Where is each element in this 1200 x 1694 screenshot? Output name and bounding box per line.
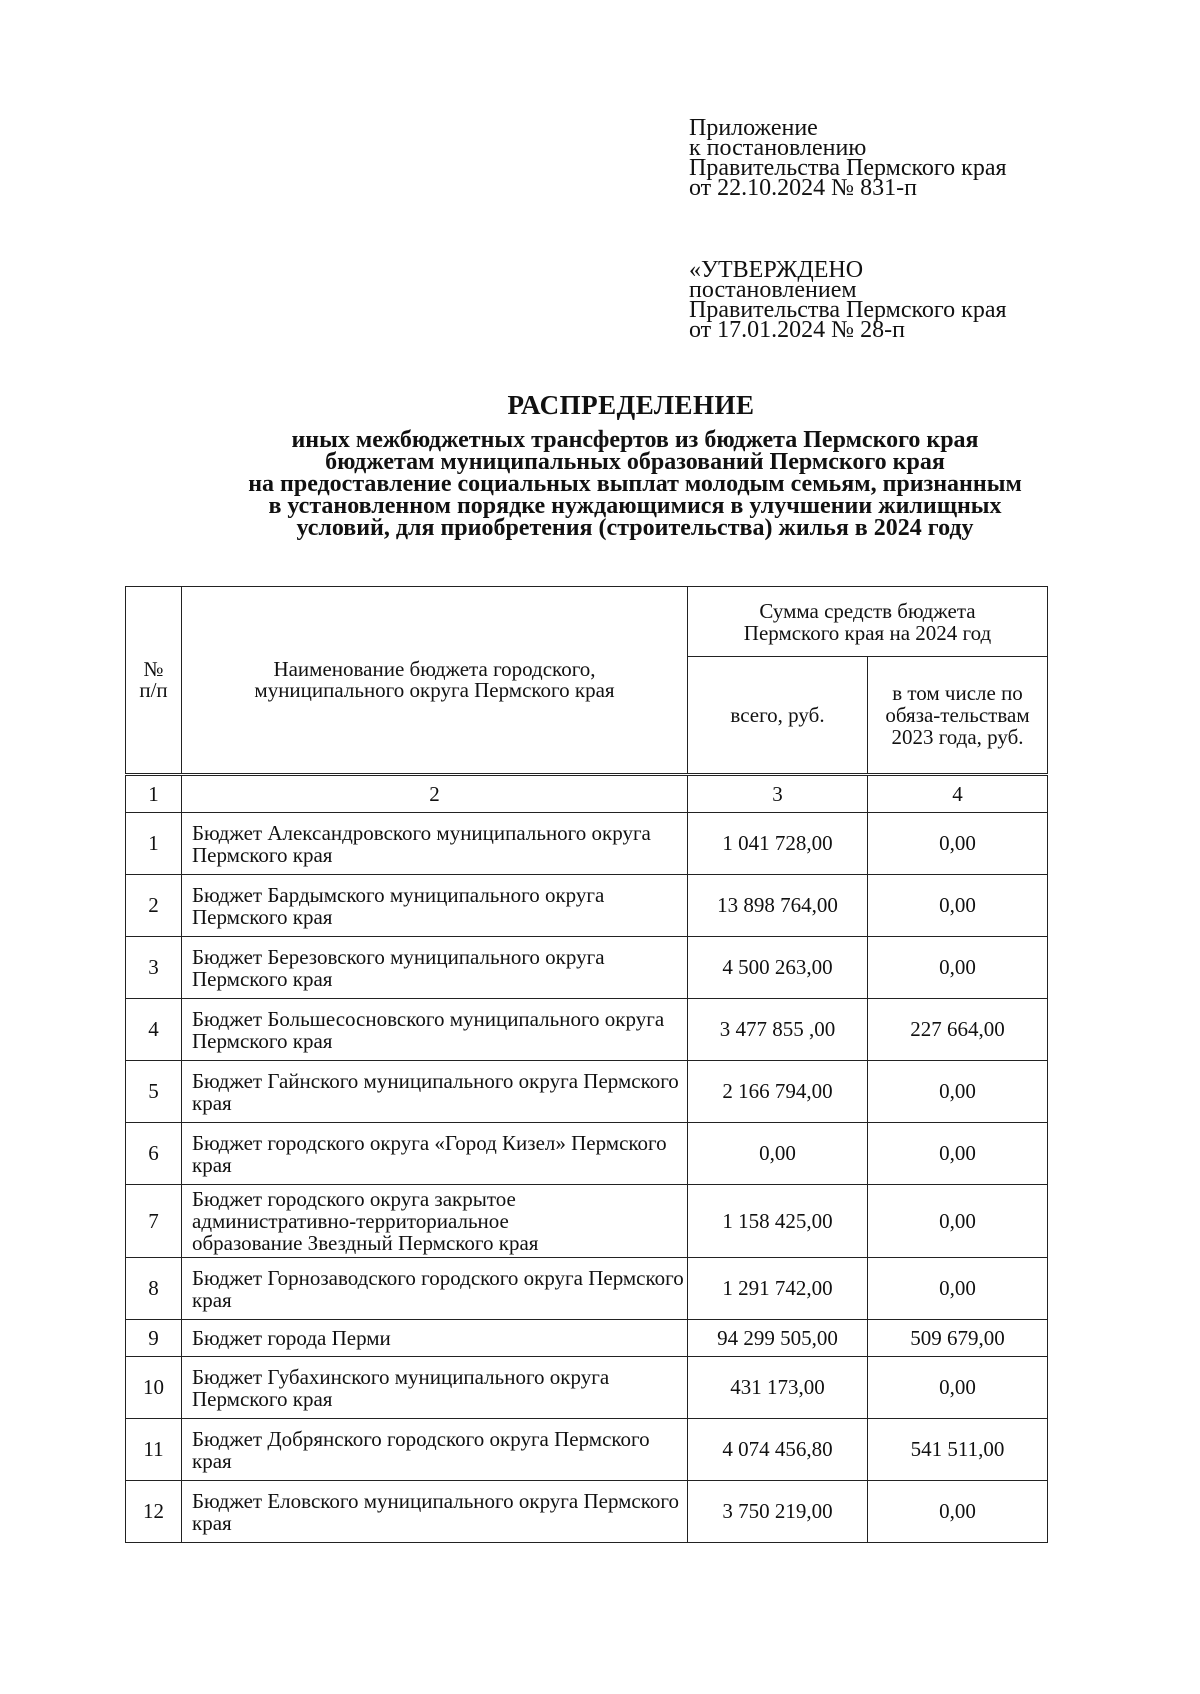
row-budget-name: Бюджет Бардымского муниципального округа Пермского края: [182, 875, 688, 937]
table-row: [126, 1419, 1048, 1481]
row-total: 0,00: [688, 1123, 868, 1185]
column-number: 2: [182, 775, 688, 813]
row-total: 1 158 425,00: [688, 1185, 868, 1258]
table-row: [126, 999, 1048, 1061]
row-total: 3 750 219,00: [688, 1481, 868, 1543]
appendix-line: Приложение: [689, 115, 818, 141]
row-budget-name: Бюджет Губахинского муниципального округа Пермского края: [182, 1357, 688, 1419]
subtitle-line: иных межбюджетных трансфертов из бюджета Пермского края: [291, 427, 979, 453]
row-incl-2023: 0,00: [868, 1258, 1048, 1320]
row-number: 12: [126, 1481, 182, 1543]
column-number: 1: [126, 775, 182, 813]
appendix-line: Правительства Пермского края: [689, 155, 1007, 181]
subtitle-line: условий, для приобретения (строительства) жилья в 2024 году: [296, 515, 974, 541]
appendix-line: к постановлению: [689, 135, 867, 161]
table-row: [126, 1061, 1048, 1123]
row-incl-2023: 0,00: [868, 813, 1048, 875]
document-title: РАСПРЕДЕЛЕНИЕ: [507, 390, 755, 420]
approved-line: от 17.01.2024 № 28-п: [689, 317, 905, 343]
table-row: [126, 1258, 1048, 1320]
subtitle-line: на предоставление социальных выплат молодым семьям, признанным: [248, 471, 1022, 497]
row-number: 5: [126, 1061, 182, 1123]
table-row: [126, 1320, 1048, 1357]
approved-line: «УТВЕРЖДЕНО: [689, 257, 864, 283]
row-total: 1 291 742,00: [688, 1258, 868, 1320]
row-budget-name: Бюджет города Перми: [182, 1320, 688, 1357]
document-subtitle: [160, 429, 1110, 539]
header-budget-name: Наименование бюджета городского, муниципального округа Пермского края: [182, 587, 688, 775]
row-incl-2023: 0,00: [868, 1123, 1048, 1185]
row-incl-2023: 0,00: [868, 937, 1048, 999]
row-number: 6: [126, 1123, 182, 1185]
row-total: 431 173,00: [688, 1357, 868, 1419]
row-incl-2023: 0,00: [868, 1357, 1048, 1419]
column-number-row: [126, 775, 1048, 813]
row-total: 94 299 505,00: [688, 1320, 868, 1357]
row-budget-name: Бюджет Большесосновского муниципального округа Пермского края: [182, 999, 688, 1061]
row-number: 2: [126, 875, 182, 937]
row-incl-2023: 0,00: [868, 1185, 1048, 1258]
subtitle-line: в установленном порядке нуждающимися в улучшении жилищных: [268, 493, 1002, 519]
row-number: 8: [126, 1258, 182, 1320]
row-budget-name: Бюджет Добрянского городского округа Пермского края: [182, 1419, 688, 1481]
header-sum: Сумма средств бюджета Пермского края на 2024 год: [688, 587, 1048, 657]
distribution-table: [125, 586, 1048, 1543]
row-number: 4: [126, 999, 182, 1061]
row-budget-name: Бюджет Гайнского муниципального округа Пермского края: [182, 1061, 688, 1123]
row-number: 9: [126, 1320, 182, 1357]
row-total: 3 477 855 ,00: [688, 999, 868, 1061]
table-row: [126, 1123, 1048, 1185]
row-total: 2 166 794,00: [688, 1061, 868, 1123]
row-budget-name: Бюджет Горнозаводского городского округа Пермского края: [182, 1258, 688, 1320]
appendix-block: [689, 115, 1007, 201]
appendix-line: от 22.10.2024 № 831-п: [689, 175, 917, 201]
row-budget-name: Бюджет Александровского муниципального округа Пермского края: [182, 813, 688, 875]
row-incl-2023: 509 679,00: [868, 1320, 1048, 1357]
approved-line: постановлением: [689, 277, 857, 303]
row-incl-2023: 0,00: [868, 1481, 1048, 1543]
row-total: 13 898 764,00: [688, 875, 868, 937]
header-total: всего, руб.: [688, 657, 868, 775]
row-total: 4 500 263,00: [688, 937, 868, 999]
row-number: 1: [126, 813, 182, 875]
row-budget-name: Бюджет Еловского муниципального округа Пермского края: [182, 1481, 688, 1543]
row-incl-2023: 227 664,00: [868, 999, 1048, 1061]
row-budget-name: Бюджет городского округа закрытое административно-территориальное образование Звездный Пермского края: [182, 1185, 688, 1258]
row-total: 4 074 456,80: [688, 1419, 868, 1481]
header-number: № п/п: [126, 587, 182, 775]
table-header-row: [126, 587, 1048, 657]
row-incl-2023: 0,00: [868, 1061, 1048, 1123]
column-number: 4: [868, 775, 1048, 813]
table-row: [126, 875, 1048, 937]
table-row: [126, 937, 1048, 999]
approved-block: [689, 257, 1007, 343]
table-row: [126, 813, 1048, 875]
row-budget-name: Бюджет городского округа «Город Кизел» Пермского края: [182, 1123, 688, 1185]
row-number: 7: [126, 1185, 182, 1258]
row-total: 1 041 728,00: [688, 813, 868, 875]
row-incl-2023: 541 511,00: [868, 1419, 1048, 1481]
approved-line: Правительства Пермского края: [689, 297, 1007, 323]
row-number: 11: [126, 1419, 182, 1481]
column-number: 3: [688, 775, 868, 813]
table-row: [126, 1481, 1048, 1543]
row-number: 3: [126, 937, 182, 999]
row-number: 10: [126, 1357, 182, 1419]
table-row: [126, 1185, 1048, 1258]
row-incl-2023: 0,00: [868, 875, 1048, 937]
row-budget-name: Бюджет Березовского муниципального округа Пермского края: [182, 937, 688, 999]
header-including-2023: в том числе по обяза-тельствам 2023 года, руб.: [868, 657, 1048, 775]
subtitle-line: бюджетам муниципальных образований Пермского края: [325, 449, 945, 475]
table-row: [126, 1357, 1048, 1419]
